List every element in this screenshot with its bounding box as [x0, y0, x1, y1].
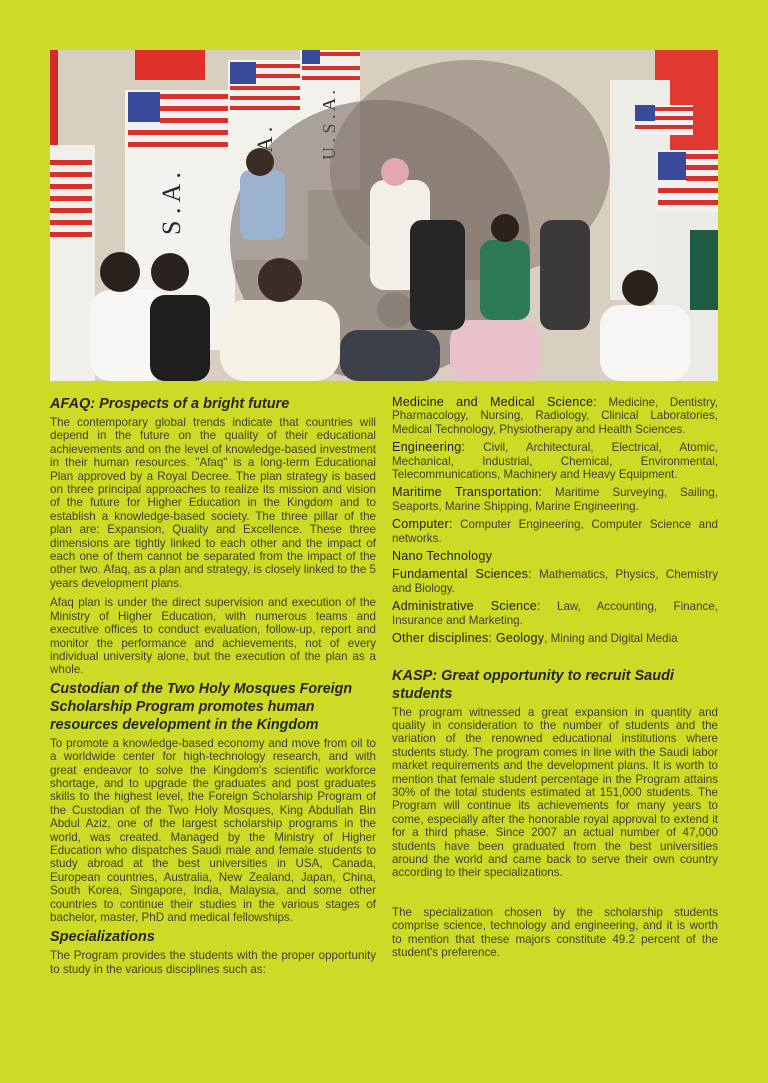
specializations-heading: Specializations	[50, 929, 155, 946]
discipline-item	[392, 632, 718, 645]
afaq-heading: AFAQ: Prospects of a bright future	[50, 396, 290, 412]
discipline-label: Fundamental Sciences:	[392, 567, 532, 582]
discipline-item	[392, 600, 718, 627]
discipline-item	[392, 396, 718, 436]
discipline-text: Computer Engineering, Computer Science and networks.	[392, 518, 718, 545]
svg-text:S . A .: S . A .	[157, 172, 186, 235]
specializations-paragraph: The Program provides the students with the proper opportunity to study in the various disciplines such as:	[50, 949, 376, 976]
discipline-label: Other disciplines: Geology	[392, 631, 545, 646]
discipline-item	[392, 441, 718, 481]
discipline-label: Engineering:	[392, 440, 466, 455]
discipline-label: Nano Technology	[392, 549, 493, 564]
discipline-label: Maritime Transportation:	[392, 485, 543, 500]
discipline-label: Medicine and Medical Science:	[392, 395, 597, 409]
discipline-label: Administrative Science:	[392, 599, 541, 614]
exhibition-photo-illustration	[50, 50, 718, 381]
kasp-paragraph-1: The program witnessed a great expansion in quantity and quality in consideration to the number of students and the variation of the renowned educational institutions where students study. The program comes in line with the Saudi labor market requirements and the development plans. It is worth to mention that female student percentage in the Program attains 30% of the total students estimated at 151,000 students. The Program will continue its achievements for many years to come, especially after the honorable royal approval to extend it for a third phase. Since 2007 an actual number of 47,000 students have been graduated from the best universities around the world and came back to serve their own country according to their specializations.	[392, 705, 718, 880]
svg-text:S . A .: A .	[252, 126, 277, 153]
discipline-text: Medicine, Dentistry, Pharmacology, Nursing, Radiology, Clinical Laboratories, Medical Technology, Physiotherapy and Health Sciences.	[392, 396, 718, 436]
discipline-item	[392, 550, 718, 563]
kasp-paragraph-2: The specialization chosen by the scholarship students comprise science, technology and engineering, and it is worth to mention that these majors constitute 49.2 percent of the student's preference.	[392, 905, 718, 959]
scholarship-program-paragraph: To promote a knowledge-based economy and move from oil to a worldwide center for high-technology research, and with great endeavor to solve the Kingdom's scientific workforce shortage, and to upgrade the graduates and post graduates skills to the highest level, the Foreign Scholarship Program of the Custodian of the Two Holy Mosques, King Abdullah Bin Abdul Aziz, one of the largest scholarship programs in the world, was created. Managed by the Ministry of Higher Education who dispatches Saudi male and female students to study abroad at the best universities in USA, Canada, European countries, Australia, New Zealand, Japan, China, South Korea, Singapore, India, Malaysia, and some other countries to continue their studies in the various stages of bachelor, master, PhD and medical fellowships.	[50, 736, 376, 924]
afaq-paragraph-1: The contemporary global trends indicate that countries will depend in the future on the quality of their educational achievements and on the level of knowledge-based investment in their human resources. "Afaq" is a long-term Educational Plan approved by a Royal Decree. The plan strategy is based on three principal approaches to realize its mission and vision of the future for Higher Education in the Kingdom and to establish a knowledge-based society. The three pillar of the plan are: Expansion, Quality and Excellence. These three dimensions are tightly linked to each other and the impact of each one of them cannot be separated from the impact of the other two. Afaq, as a plan and strategy, is closely linked to the 5 years development plans.	[50, 416, 376, 590]
right-column	[392, 396, 718, 959]
discipline-text: Civil, Architectural, Electrical, Atomic, Mechanical, Industrial, Chemical, Environmental, Telecommunications, Machinery and Heavy Equipment.	[392, 441, 718, 482]
discipline-text: Maritime Surveying, Sailing, Seaports, Marine Shipping, Marine Engineering.	[392, 486, 718, 513]
scholarship-program-heading: Custodian of the Two Holy Mosques Foreign Scholarship Program promotes human resources development in the Kingdom	[50, 680, 353, 733]
discipline-label: Computer:	[392, 517, 453, 532]
afaq-paragraph-2: Afaq plan is under the direct supervision and execution of the Ministry of Higher Education, with numerous teams and executive offices to conduct evaluation, follow-up, report and monitor the performance and achievements, not of every individual university alone, but the execution of the plan as a whole.	[50, 596, 376, 677]
exhibition-photo	[50, 50, 718, 381]
discipline-item	[392, 568, 718, 595]
discipline-text: Mathematics, Physics, Chemistry and Biology.	[392, 568, 718, 595]
discipline-text: Law, Accounting, Finance, Insurance and Marketing.	[392, 600, 718, 627]
discipline-text: , Mining and Digital Media	[544, 632, 678, 646]
discipline-item	[392, 486, 718, 513]
disciplines-list	[392, 396, 718, 646]
kasp-heading: KASP: Great opportunity to recruit Saudi students	[392, 667, 674, 702]
left-column	[50, 396, 376, 976]
discipline-item	[392, 518, 718, 545]
